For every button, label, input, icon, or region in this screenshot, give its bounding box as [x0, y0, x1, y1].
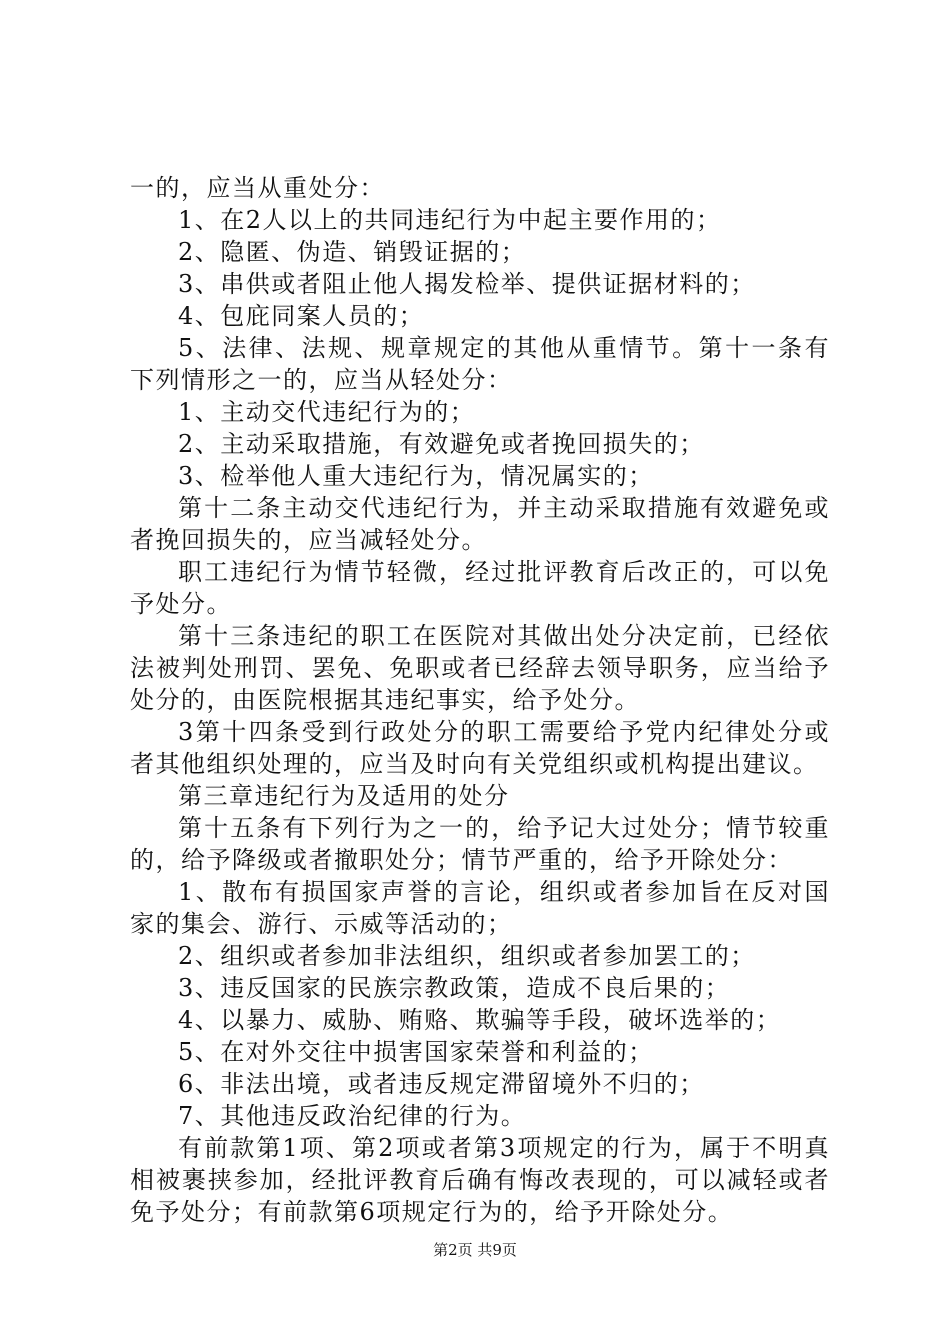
list-item: 1、主动交代违纪行为的； [178, 398, 476, 426]
paragraph: 第十三条违纪的职工在医院对其做出处分决定前，已经依法被判处刑罚、罢免、免职或者已经辞去领导职务，应当给予处分的，由医院根据其违纪事实，给予处分。 [130, 622, 830, 714]
paragraph: 一的，应当从重处分： [130, 174, 385, 202]
document-body [130, 172, 830, 1228]
list-item: 6、非法出境，或者违反规定滞留境外不归的； [178, 1070, 705, 1098]
list-item: 1、散布有损国家声誉的言论，组织或者参加旨在反对国家的集会、游行、示威等活动的； [130, 878, 830, 938]
list-item: 2、主动采取措施，有效避免或者挽回损失的； [178, 430, 705, 458]
list-item: 5、法律、法规、规章规定的其他从重情节。第十一条有下列情形之一的，应当从轻处分： [130, 334, 830, 394]
paragraph: 有前款第1项、第2项或者第3项规定的行为，属于不明真相被裹挟参加，经批评教育后确有悔改表现的，可以减轻或者免予处分；有前款第6项规定行为的，给予开除处分。 [130, 1134, 830, 1226]
list-item: 3、检举他人重大违纪行为，情况属实的； [178, 462, 654, 490]
page-number-label: 第2页 共9页 [433, 1241, 517, 1259]
list-item: 2、组织或者参加非法组织，组织或者参加罢工的； [178, 942, 756, 970]
paragraph: 职工违纪行为情节轻微，经过批评教育后改正的，可以免予处分。 [130, 558, 830, 618]
list-item: 5、在对外交往中损害国家荣誉和利益的； [178, 1038, 654, 1066]
list-item: 3、串供或者阻止他人揭发检举、提供证据材料的； [178, 270, 756, 298]
list-item: 1、在2人以上的共同违纪行为中起主要作用的； [178, 206, 722, 234]
list-item: 4、包庇同案人员的； [178, 302, 425, 330]
list-item: 3、违反国家的民族宗教政策，造成不良后果的； [178, 974, 731, 1002]
page-footer [0, 1240, 950, 1260]
paragraph: 第十五条有下列行为之一的，给予记大过处分；情节较重的，给予降级或者撤职处分；情节严重的，给予开除处分： [130, 814, 830, 874]
chapter-heading: 第三章违纪行为及适用的处分 [178, 782, 510, 810]
paragraph: 3第十四条受到行政处分的职工需要给予党内纪律处分或者其他组织处理的，应当及时向有关党组织或机构提出建议。 [130, 718, 830, 778]
paragraph: 第十二条主动交代违纪行为，并主动采取措施有效避免或者挽回损失的，应当减轻处分。 [130, 494, 830, 554]
list-item: 2、隐匿、伪造、销毁证据的； [178, 238, 527, 266]
list-item: 7、其他违反政治纪律的行为。 [178, 1102, 527, 1130]
list-item: 4、以暴力、威胁、贿赂、欺骗等手段，破坏选举的； [178, 1006, 782, 1034]
